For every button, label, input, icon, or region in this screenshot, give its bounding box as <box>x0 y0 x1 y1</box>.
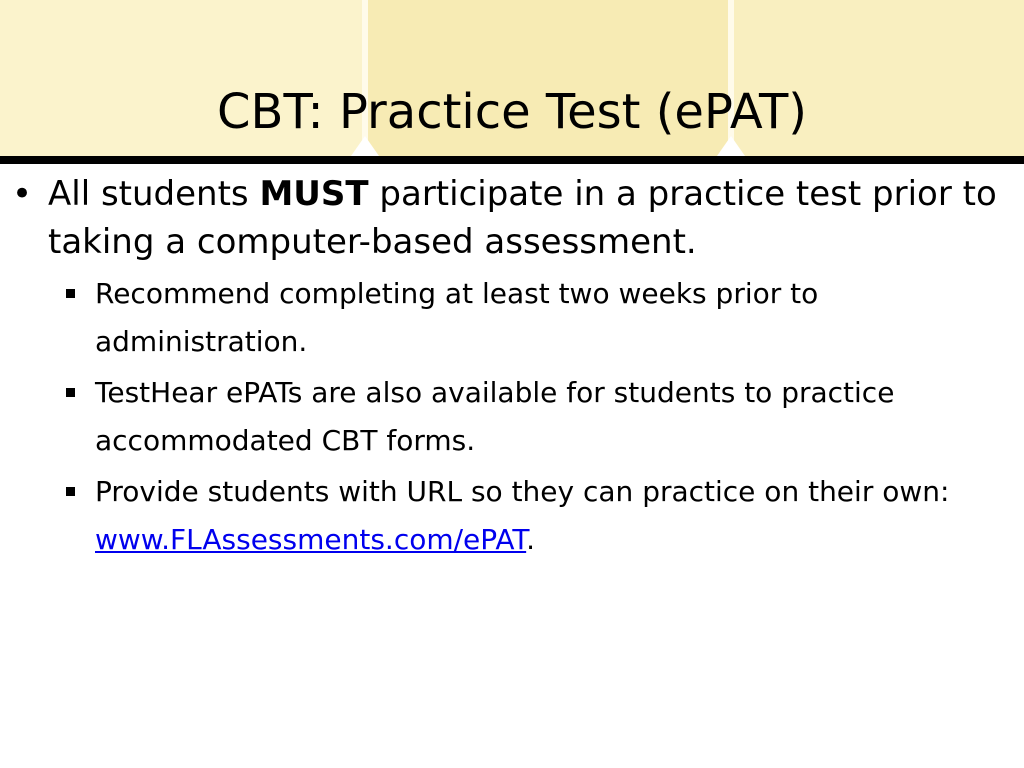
square-bullet-icon <box>66 487 75 496</box>
sub-bullet-text: TestHear ePATs are also available for students to practice accommodated CBT forms. <box>95 376 895 457</box>
bullet-main <box>0 170 1024 266</box>
bullet-text: All students <box>48 174 260 214</box>
sub-bullet-item <box>0 270 1024 366</box>
title-rule <box>0 156 1024 164</box>
sub-bullet-item <box>0 369 1024 465</box>
epat-url-link[interactable]: www.FLAssessments.com/ePAT <box>95 523 527 556</box>
slide-title: CBT: Practice Test (ePAT) <box>217 84 807 140</box>
bullet-text: participate in a practice test prior to taking a computer-based assessment. <box>48 174 997 262</box>
bullet-emphasis: MUST <box>259 174 369 214</box>
sub-bullet-text: . <box>526 523 536 556</box>
sub-bullet-item <box>0 468 1024 564</box>
square-bullet-icon <box>66 289 75 298</box>
slide-content <box>0 170 1024 567</box>
sub-bullet-text: Provide students with URL so they can practice on their own: <box>95 475 950 508</box>
sub-bullet-text: Recommend completing at least two weeks prior to administration. <box>95 277 819 358</box>
sub-bullet-list <box>0 270 1024 564</box>
bullet-marker: • <box>12 174 33 214</box>
square-bullet-icon <box>66 388 75 397</box>
